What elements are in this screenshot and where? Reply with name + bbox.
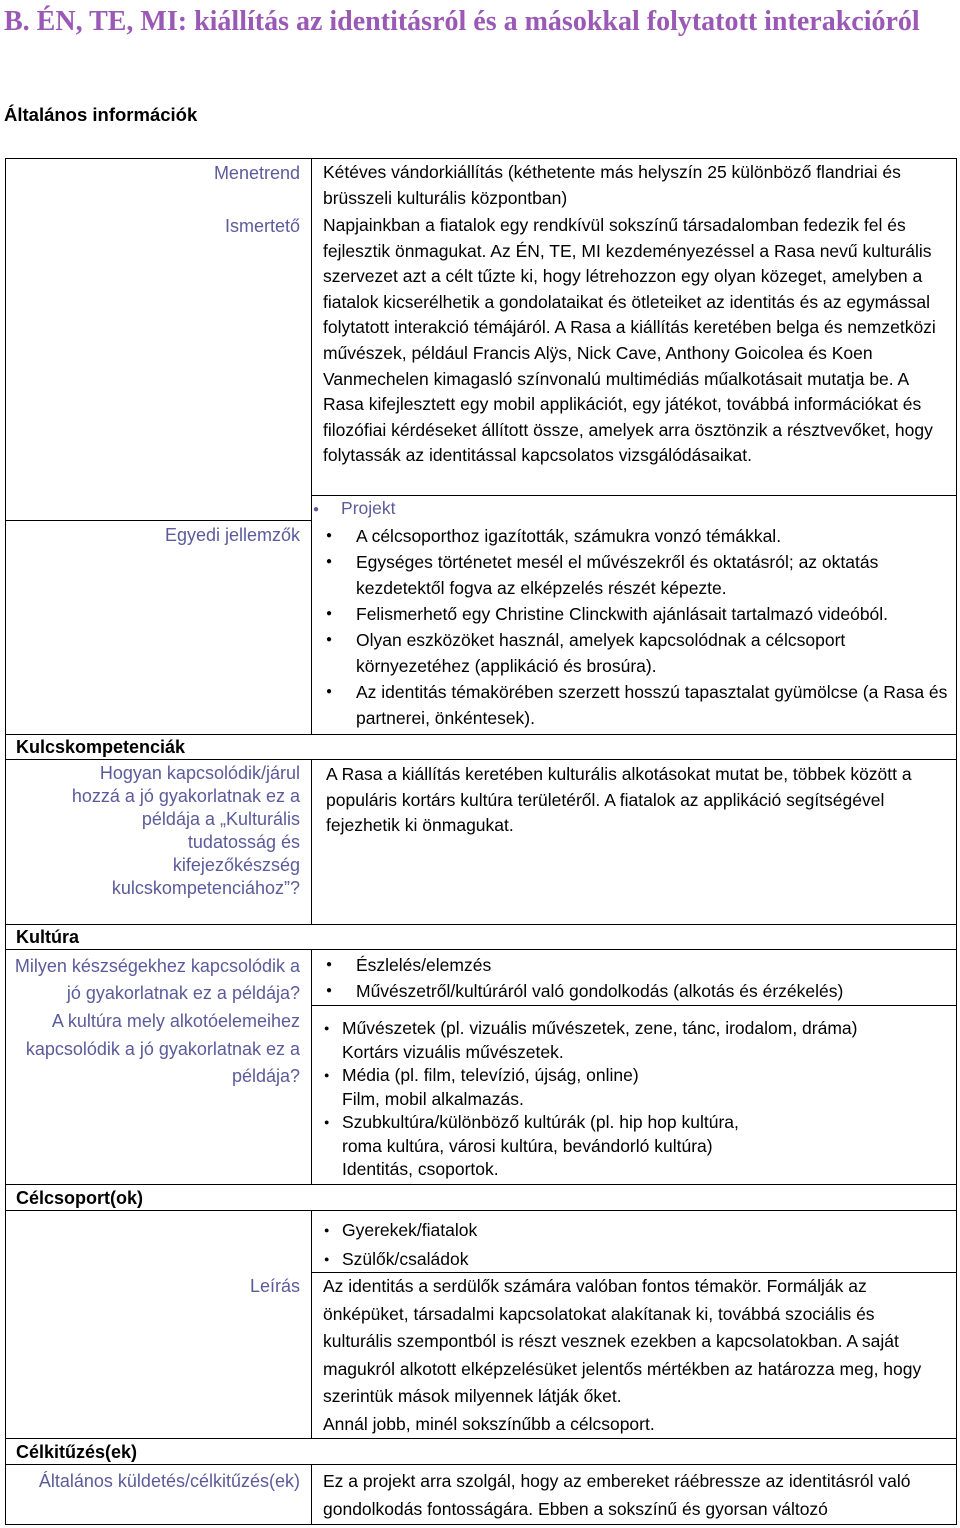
- unique-features-list: [322, 523, 950, 731]
- list-item: ● Szülők/családok: [322, 1245, 950, 1274]
- list-item: ● Felismerhető egy Christine Clinckwith ajánlásait tartalmazó videóból.: [322, 601, 950, 627]
- element-extra: Kortárs vizuális művészetek.: [342, 1041, 564, 1062]
- goals-heading: Célkitűzés(ek): [16, 1442, 138, 1462]
- target-description-paragraph: Az identitás a serdülők számára valóban fontos témakör. Formálják az önképüket, társadalmi kapcsolatokat alakítanak ki, továbbá szociális és kulturális szempontból is részt vesznek ezekben a kapcsolatokban. A saját magukról alkotott elképzelésüket jelentős mértékben az határozza meg, hogy szerintük mások milyennek látják őket.: [323, 1276, 922, 1406]
- row-divider: [5, 734, 957, 735]
- row-divider: [5, 1464, 957, 1465]
- list-item: ● Művészetről/kultúráról való gondolkodás (alkotás és érzékelés): [322, 978, 950, 1004]
- column-divider: [311, 1464, 312, 1525]
- project-label: Projekt: [341, 498, 396, 518]
- project-bullet: ● Projekt: [313, 498, 396, 518]
- row-divider: [5, 924, 957, 925]
- target-description-note: Annál jobb, minél sokszínűbb a célcsoport.: [323, 1413, 655, 1434]
- row-divider: [5, 1210, 957, 1211]
- target-description-label: Leírás: [249, 1276, 300, 1296]
- list-item: ● Gyerekek/fiatalok: [322, 1216, 950, 1245]
- list-item: [322, 1017, 950, 1064]
- table-border-right: [956, 158, 957, 1525]
- culture-heading: Kultúra: [16, 927, 79, 947]
- culture-elements-question: A kultúra mely alkotóelemeihez kapcsolódik a jó gyakorlatnak ez a példája?: [25, 1011, 300, 1086]
- column-divider: [311, 1210, 312, 1438]
- row-divider: [5, 949, 957, 950]
- element-main: Média (pl. film, televízió, újság, online): [342, 1065, 639, 1085]
- row-divider: [311, 495, 956, 496]
- element-extra: Film, mobil alkalmazás.: [342, 1088, 524, 1109]
- list-item: ● Az identitás témakörében szerzett hosszú tapasztalat gyümölcse (a Rasa és partnerei, önkéntesek).: [322, 679, 950, 731]
- list-item: ● Egységes történetet mesél el művészekről és oktatásról; az oktatás kezdetektől fogva az elképzelés részét képezte.: [322, 549, 950, 601]
- culture-elements-list: [322, 1017, 950, 1182]
- list-item: ● A célcsoporthoz igazították, számukra vonzó témákkal.: [322, 523, 950, 549]
- culture-skills-question: Milyen készségekhez kapcsolódik a jó gyakorlatnak ez a példája?: [14, 956, 300, 1003]
- schedule-text: Kétéves vándorkiállítás (kéthetente más helyszín 25 különböző flandriai és brüsszeli kulturális központban): [323, 162, 901, 208]
- key-competences-question: Hogyan kapcsolódik/járul hozzá a jó gyakorlatnak ez a példája a „Kulturális tudatosság és kifejezőkészség kulcskompetenciához”?: [71, 763, 300, 898]
- target-group-heading: Célcsoport(ok): [16, 1188, 144, 1208]
- column-divider: [311, 949, 312, 1184]
- table-border-top: [5, 158, 957, 159]
- general-info-heading: Általános információk: [4, 104, 198, 125]
- row-divider: [311, 1005, 956, 1006]
- goals-label: Általános küldetés/célkitűzés(ek): [38, 1471, 300, 1491]
- target-group-list: [322, 1216, 950, 1274]
- row-divider: [5, 520, 311, 521]
- row-divider: [5, 759, 957, 760]
- table-border-left: [5, 158, 6, 1525]
- element-main: Művészetek (pl. vizuális művészetek, zene, tánc, irodalom, dráma): [342, 1018, 858, 1038]
- unique-features-label: Egyedi jellemzők: [164, 525, 300, 545]
- element-main: Szubkultúra/különböző kultúrák (pl. hip hop kultúra,: [342, 1112, 739, 1132]
- column-divider: [311, 759, 312, 924]
- key-competences-heading: Kulcskompetenciák: [16, 737, 186, 757]
- list-item: ● Olyan eszközöket használ, amelyek kapcsolódnak a célcsoport környezetéhez (applikáció és brosúra).: [322, 627, 950, 679]
- list-item: [322, 1111, 950, 1182]
- page-title: B. ÉN, TE, MI: kiállítás az identitásról és a másokkal folytatott interakcióról: [4, 6, 920, 37]
- goals-text: Ez a projekt arra szolgál, hogy az embereket ráébressze az identitásról való gondolkodás fontosságára. Ebben a sokszínű és gyorsan változó: [323, 1471, 911, 1519]
- schedule-label: Menetrend: [213, 163, 300, 183]
- column-divider: [311, 158, 312, 734]
- row-divider: [5, 1438, 957, 1439]
- row-divider: [5, 1184, 957, 1185]
- description-label: Ismertető: [224, 216, 300, 236]
- key-competences-answer: A Rasa a kiállítás keretében kulturális alkotásokat mutat be, többek között a populáris kortárs kultúra területéről. A fiatalok az applikáció segítségével fejezhetik ki önmagukat.: [326, 764, 912, 836]
- element-extra: roma kultúra, városi kultúra, bevándorló kultúra): [342, 1135, 713, 1156]
- target-description-text: [323, 1273, 948, 1438]
- list-item: [322, 1064, 950, 1111]
- element-extra: Identitás, csoportok.: [342, 1159, 499, 1179]
- description-text: Napjainkban a fiatalok egy rendkívül sokszínű társadalomban fedezik fel és fejlesztik önmagukat. Az ÉN, TE, MI kezdeményezéssel a Rasa nevű kulturális szervezet azt a célt tűzte ki, hogy létrehozzon egy olyan közeget, amelyben a fiatalok kicserélhetik a gondolataikat és ötleteiket az identitás és az egymással folytatott interakció témájáról. A Rasa a kiállítás keretében belga és nemzetközi művészek, például Francis Alÿs, Nick Cave, Anthony Goicolea és Koen Vanmechelen kimagasló színvonalú multimédiás műalkotásait mutatja be. A Rasa kifejlesztett egy mobil applikációt, egy játékot, továbbá információkat és filozófiai kérdéseket állított össze, amelyek arra ösztönzik a résztvevőket, hogy folytassák az identitással kapcsolatos vizsgálódásaikat.: [323, 215, 936, 466]
- culture-skills-list: [322, 952, 950, 1004]
- list-item: ● Észlelés/elemzés: [322, 952, 950, 978]
- table-border-bottom: [5, 1524, 957, 1525]
